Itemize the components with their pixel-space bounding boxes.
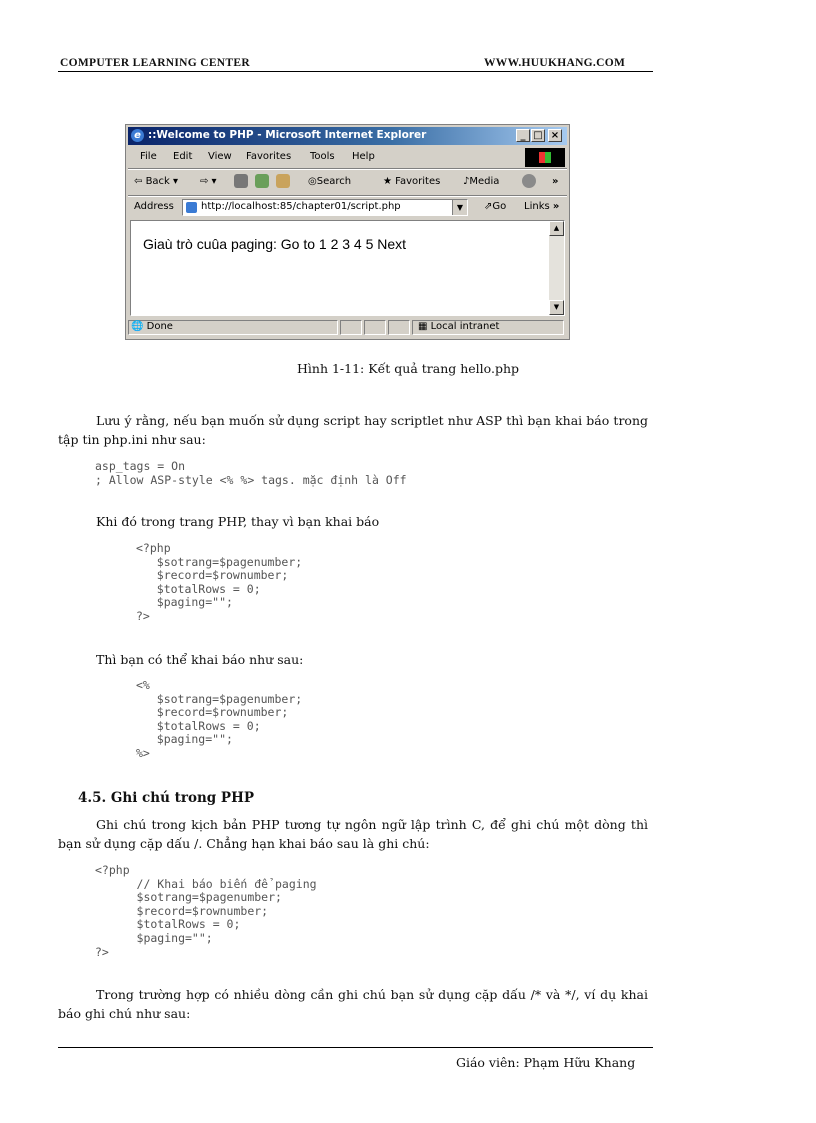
windows-logo-icon [525, 148, 565, 167]
toolbar-more-icon[interactable]: » [552, 176, 559, 187]
code-block-php: <?php $sotrang=$pagenumber; $record=$rownumber; $totalRows = 0; $paging=""; ?> [136, 541, 303, 623]
toolbar [128, 170, 567, 194]
history-icon[interactable] [522, 174, 536, 188]
paragraph-php-tags: Khi đó trong trang PHP, thay vì bạn khai báo [96, 514, 380, 529]
window-title: ::Welcome to PHP - Microsoft Internet Explorer [148, 129, 427, 141]
address-bar [128, 197, 567, 219]
forward-icon[interactable]: ⇨ ▾ [200, 176, 217, 187]
title-bar [128, 127, 567, 145]
status-bar [128, 319, 567, 337]
home-icon[interactable] [276, 174, 290, 188]
favorites-button[interactable]: ★ Favorites [383, 176, 441, 187]
header-rule [58, 71, 653, 72]
media-button[interactable]: ♪Media [463, 176, 500, 187]
address-input[interactable] [182, 199, 468, 216]
page-content-text: Giaù trò cuûa paging: Go to 1 2 3 4 5 Next [143, 236, 407, 252]
footer-teacher: Giáo viên: Phạm Hữu Khang [456, 1055, 636, 1070]
address-label: Address [134, 201, 174, 212]
paragraph-comments: Ghi chú trong kịch bản PHP tương tự ngôn ngữ lập trình C, để ghi chú một dòng thì bạn sử dụng cặp dấu /. Chẳng hạn khai báo sau là ghi chú: [58, 817, 648, 851]
page-icon [186, 202, 197, 213]
browser-window-figure [125, 124, 570, 340]
menu-bar [128, 147, 567, 167]
refresh-icon[interactable] [255, 174, 269, 188]
code-line: asp_tags = On [95, 459, 186, 473]
vertical-scrollbar[interactable] [549, 221, 564, 315]
search-button[interactable]: ◎Search [308, 176, 352, 187]
menu-tools[interactable]: Tools [310, 151, 335, 162]
scroll-down-icon[interactable]: ▼ [549, 300, 564, 315]
close-icon[interactable]: × [548, 129, 562, 142]
header-left: COMPUTER LEARNING CENTER [60, 57, 250, 69]
page-content-area [130, 220, 565, 316]
scroll-up-icon[interactable]: ▲ [549, 221, 564, 236]
stop-icon[interactable] [234, 174, 248, 188]
code-block-ini [95, 460, 407, 487]
go-button[interactable]: ⇗Go [484, 201, 507, 212]
paragraph-asp-style: Thì bạn có thể khai báo như sau: [96, 652, 304, 667]
status-done: 🌐 Done [131, 321, 173, 332]
paragraph-multiline-comments: Trong trường hợp có nhiều dòng cần ghi chú bạn sử dụng cặp dấu /* và */, ví dụ khai báo ghi chú như sau: [58, 987, 648, 1021]
address-url: http://localhost:85/chapter01/script.php [201, 201, 401, 212]
maximize-icon[interactable]: □ [531, 129, 545, 142]
menu-help[interactable]: Help [352, 151, 375, 162]
section-heading: 4.5. Ghi chú trong PHP [78, 790, 254, 806]
status-zone: ▦ Local intranet [418, 321, 500, 332]
footer-rule [58, 1047, 653, 1048]
menu-edit[interactable]: Edit [173, 151, 193, 162]
ie-logo-icon: e [131, 129, 144, 142]
menu-file[interactable]: File [140, 151, 157, 162]
code-line: ; Allow ASP-style <% %> tags. mặc định là Off [95, 472, 407, 487]
figure-caption: Hình 1-11: Kết quả trang hello.php [297, 361, 519, 376]
back-button[interactable]: ⇦ Back ▾ [134, 176, 179, 187]
menu-favorites[interactable]: Favorites [246, 151, 292, 162]
links-button[interactable]: Links » [524, 201, 560, 212]
code-block-asp: <% $sotrang=$pagenumber; $record=$rownumber; $totalRows = 0; $paging=""; %> [136, 678, 303, 760]
menu-view[interactable]: View [208, 151, 232, 162]
address-dropdown-icon[interactable]: ▼ [452, 200, 467, 215]
header-right: WWW.HUUKHANG.COM [484, 57, 626, 69]
paragraph-asp-tags: Lưu ý rằng, nếu bạn muốn sử dụng script hay scriptlet như ASP thì bạn khai báo trong tập tin php.ini như sau: [58, 413, 648, 447]
code-block-comment: <?php // Khai báo biến để paging $sotrang=$pagenumber; $record=$rownumber; $totalRows = 0; $paging=""; ?> [95, 863, 317, 959]
minimize-icon[interactable]: _ [516, 129, 530, 142]
